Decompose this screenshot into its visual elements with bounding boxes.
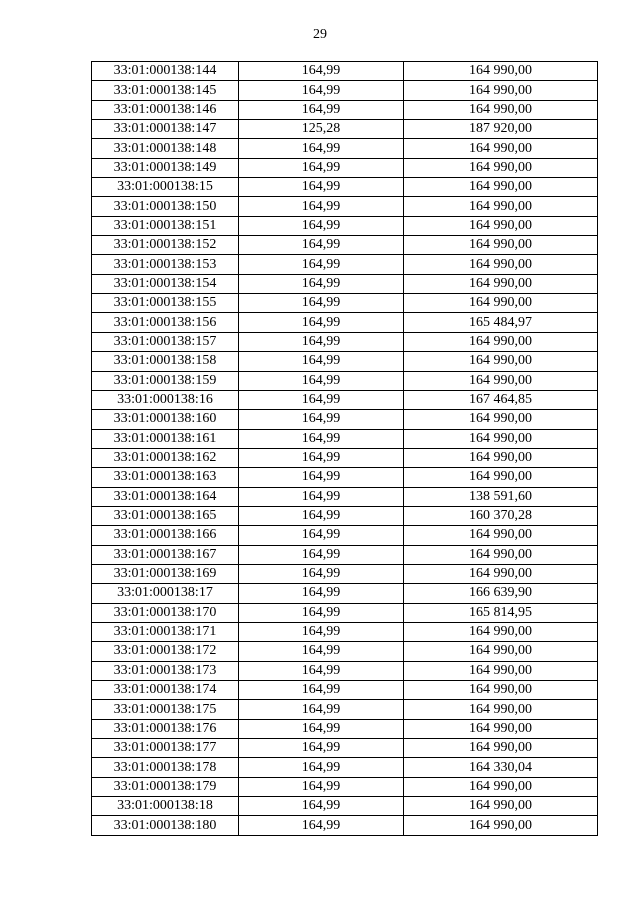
table-row — [92, 371, 598, 390]
area-cell: 164,99 — [239, 487, 404, 506]
area-cell: 164,99 — [239, 622, 404, 641]
area-cell: 164,99 — [239, 352, 404, 371]
area-cell: 164,99 — [239, 816, 404, 835]
table-row — [92, 274, 598, 293]
table-row — [92, 178, 598, 197]
table-row — [92, 255, 598, 274]
area-cell: 164,99 — [239, 390, 404, 409]
cadastral-number-cell: 33:01:000138:18 — [92, 797, 239, 816]
table-row — [92, 62, 598, 81]
cadastral-value-cell: 164 990,00 — [404, 739, 598, 758]
table-row — [92, 700, 598, 719]
table-row — [92, 352, 598, 371]
table-row — [92, 681, 598, 700]
area-cell: 164,99 — [239, 506, 404, 525]
cadastral-value-cell: 164 990,00 — [404, 158, 598, 177]
table-row — [92, 448, 598, 467]
table-row — [92, 564, 598, 583]
cadastral-value-cell: 164 990,00 — [404, 681, 598, 700]
area-cell: 164,99 — [239, 468, 404, 487]
cadastral-value-cell: 164 990,00 — [404, 255, 598, 274]
table-row — [92, 526, 598, 545]
cadastral-number-cell: 33:01:000138:180 — [92, 816, 239, 835]
cadastral-value-cell: 164 990,00 — [404, 332, 598, 351]
table-row — [92, 816, 598, 835]
cadastral-value-cell: 164 990,00 — [404, 661, 598, 680]
table-row — [92, 197, 598, 216]
area-cell: 164,99 — [239, 197, 404, 216]
table-row — [92, 487, 598, 506]
cadastral-number-cell: 33:01:000138:170 — [92, 603, 239, 622]
cadastral-value-cell: 164 990,00 — [404, 100, 598, 119]
table-row — [92, 313, 598, 332]
cadastral-value-cell: 166 639,90 — [404, 584, 598, 603]
cadastral-number-cell: 33:01:000138:159 — [92, 371, 239, 390]
cadastral-value-cell: 164 990,00 — [404, 274, 598, 293]
cadastral-value-cell: 164 990,00 — [404, 81, 598, 100]
cadastral-number-cell: 33:01:000138:166 — [92, 526, 239, 545]
cadastral-value-cell: 164 990,00 — [404, 777, 598, 796]
cadastral-value-cell: 164 990,00 — [404, 719, 598, 738]
cadastral-number-cell: 33:01:000138:147 — [92, 120, 239, 139]
cadastral-value-cell: 164 990,00 — [404, 429, 598, 448]
area-cell: 164,99 — [239, 739, 404, 758]
cadastral-number-cell: 33:01:000138:179 — [92, 777, 239, 796]
cadastral-number-cell: 33:01:000138:149 — [92, 158, 239, 177]
cadastral-value-cell: 138 591,60 — [404, 487, 598, 506]
cadastral-number-cell: 33:01:000138:164 — [92, 487, 239, 506]
area-cell: 164,99 — [239, 274, 404, 293]
area-cell: 164,99 — [239, 777, 404, 796]
area-cell: 164,99 — [239, 139, 404, 158]
table-row — [92, 758, 598, 777]
area-cell: 164,99 — [239, 564, 404, 583]
cadastral-value-cell: 164 330,04 — [404, 758, 598, 777]
cadastral-value-cell: 164 990,00 — [404, 622, 598, 641]
cadastral-value-cell: 165 484,97 — [404, 313, 598, 332]
table-row — [92, 216, 598, 235]
cadastral-number-cell: 33:01:000138:16 — [92, 390, 239, 409]
table-row — [92, 545, 598, 564]
cadastral-number-cell: 33:01:000138:15 — [92, 178, 239, 197]
cadastral-value-cell: 160 370,28 — [404, 506, 598, 525]
table-body — [92, 62, 598, 836]
area-cell: 164,99 — [239, 681, 404, 700]
cadastral-value-cell: 164 990,00 — [404, 642, 598, 661]
cadastral-number-cell: 33:01:000138:169 — [92, 564, 239, 583]
cadastral-number-cell: 33:01:000138:162 — [92, 448, 239, 467]
cadastral-value-cell: 164 990,00 — [404, 545, 598, 564]
cadastral-number-cell: 33:01:000138:158 — [92, 352, 239, 371]
cadastral-number-cell: 33:01:000138:163 — [92, 468, 239, 487]
table-row — [92, 332, 598, 351]
cadastral-number-cell: 33:01:000138:160 — [92, 410, 239, 429]
table-row — [92, 506, 598, 525]
cadastral-value-cell: 164 990,00 — [404, 468, 598, 487]
cadastral-value-cell: 165 814,95 — [404, 603, 598, 622]
cadastral-value-cell: 164 990,00 — [404, 294, 598, 313]
table-row — [92, 429, 598, 448]
cadastral-number-cell: 33:01:000138:174 — [92, 681, 239, 700]
table-row — [92, 410, 598, 429]
cadastral-value-cell: 164 990,00 — [404, 564, 598, 583]
cadastral-value-cell: 187 920,00 — [404, 120, 598, 139]
cadastral-number-cell: 33:01:000138:172 — [92, 642, 239, 661]
table-row — [92, 622, 598, 641]
table-row — [92, 120, 598, 139]
table-row — [92, 642, 598, 661]
table-row — [92, 158, 598, 177]
cadastral-number-cell: 33:01:000138:144 — [92, 62, 239, 81]
table-row — [92, 236, 598, 255]
table-row — [92, 584, 598, 603]
area-cell: 164,99 — [239, 371, 404, 390]
cadastral-value-cell: 164 990,00 — [404, 371, 598, 390]
area-cell: 164,99 — [239, 719, 404, 738]
area-cell: 164,99 — [239, 216, 404, 235]
cadastral-value-cell: 164 990,00 — [404, 178, 598, 197]
cadastral-value-cell: 164 990,00 — [404, 236, 598, 255]
area-cell: 164,99 — [239, 332, 404, 351]
cadastral-number-cell: 33:01:000138:17 — [92, 584, 239, 603]
cadastral-number-cell: 33:01:000138:146 — [92, 100, 239, 119]
area-cell: 164,99 — [239, 661, 404, 680]
page-number: 29 — [313, 27, 327, 42]
area-cell: 164,99 — [239, 81, 404, 100]
cadastral-number-cell: 33:01:000138:177 — [92, 739, 239, 758]
area-cell: 164,99 — [239, 313, 404, 332]
cadastral-number-cell: 33:01:000138:152 — [92, 236, 239, 255]
cadastral-value-cell: 164 990,00 — [404, 197, 598, 216]
cadastral-value-cell: 164 990,00 — [404, 448, 598, 467]
area-cell: 164,99 — [239, 448, 404, 467]
area-cell: 164,99 — [239, 584, 404, 603]
area-cell: 164,99 — [239, 429, 404, 448]
table-row — [92, 390, 598, 409]
land-plot-table — [91, 61, 598, 836]
table-row — [92, 777, 598, 796]
area-cell: 164,99 — [239, 100, 404, 119]
area-cell: 164,99 — [239, 797, 404, 816]
cadastral-number-cell: 33:01:000138:145 — [92, 81, 239, 100]
cadastral-value-cell: 164 990,00 — [404, 352, 598, 371]
table-row — [92, 797, 598, 816]
table-row — [92, 719, 598, 738]
cadastral-number-cell: 33:01:000138:150 — [92, 197, 239, 216]
cadastral-number-cell: 33:01:000138:175 — [92, 700, 239, 719]
cadastral-number-cell: 33:01:000138:154 — [92, 274, 239, 293]
area-cell: 164,99 — [239, 642, 404, 661]
area-cell: 164,99 — [239, 62, 404, 81]
cadastral-number-cell: 33:01:000138:155 — [92, 294, 239, 313]
cadastral-value-cell: 164 990,00 — [404, 139, 598, 158]
cadastral-value-cell: 164 990,00 — [404, 797, 598, 816]
cadastral-number-cell: 33:01:000138:157 — [92, 332, 239, 351]
cadastral-number-cell: 33:01:000138:165 — [92, 506, 239, 525]
cadastral-number-cell: 33:01:000138:173 — [92, 661, 239, 680]
area-cell: 164,99 — [239, 255, 404, 274]
area-cell: 164,99 — [239, 410, 404, 429]
table-row — [92, 81, 598, 100]
area-cell: 164,99 — [239, 294, 404, 313]
area-cell: 164,99 — [239, 758, 404, 777]
table-row — [92, 468, 598, 487]
cadastral-value-cell: 164 990,00 — [404, 700, 598, 719]
cadastral-value-cell: 164 990,00 — [404, 216, 598, 235]
cadastral-value-cell: 164 990,00 — [404, 526, 598, 545]
area-cell: 164,99 — [239, 545, 404, 564]
area-cell: 164,99 — [239, 700, 404, 719]
table-row — [92, 739, 598, 758]
area-cell: 164,99 — [239, 603, 404, 622]
cadastral-number-cell: 33:01:000138:161 — [92, 429, 239, 448]
cadastral-number-cell: 33:01:000138:156 — [92, 313, 239, 332]
cadastral-value-cell: 164 990,00 — [404, 410, 598, 429]
cadastral-value-cell: 167 464,85 — [404, 390, 598, 409]
cadastral-number-cell: 33:01:000138:167 — [92, 545, 239, 564]
cadastral-number-cell: 33:01:000138:153 — [92, 255, 239, 274]
table-row — [92, 294, 598, 313]
area-cell: 164,99 — [239, 158, 404, 177]
area-cell: 164,99 — [239, 526, 404, 545]
cadastral-number-cell: 33:01:000138:171 — [92, 622, 239, 641]
table-row — [92, 100, 598, 119]
cadastral-number-cell: 33:01:000138:176 — [92, 719, 239, 738]
area-cell: 164,99 — [239, 178, 404, 197]
table-row — [92, 661, 598, 680]
cadastral-number-cell: 33:01:000138:178 — [92, 758, 239, 777]
table-row — [92, 139, 598, 158]
table-row — [92, 603, 598, 622]
area-cell: 125,28 — [239, 120, 404, 139]
cadastral-number-cell: 33:01:000138:151 — [92, 216, 239, 235]
cadastral-value-cell: 164 990,00 — [404, 816, 598, 835]
area-cell: 164,99 — [239, 236, 404, 255]
cadastral-number-cell: 33:01:000138:148 — [92, 139, 239, 158]
cadastral-value-cell: 164 990,00 — [404, 62, 598, 81]
